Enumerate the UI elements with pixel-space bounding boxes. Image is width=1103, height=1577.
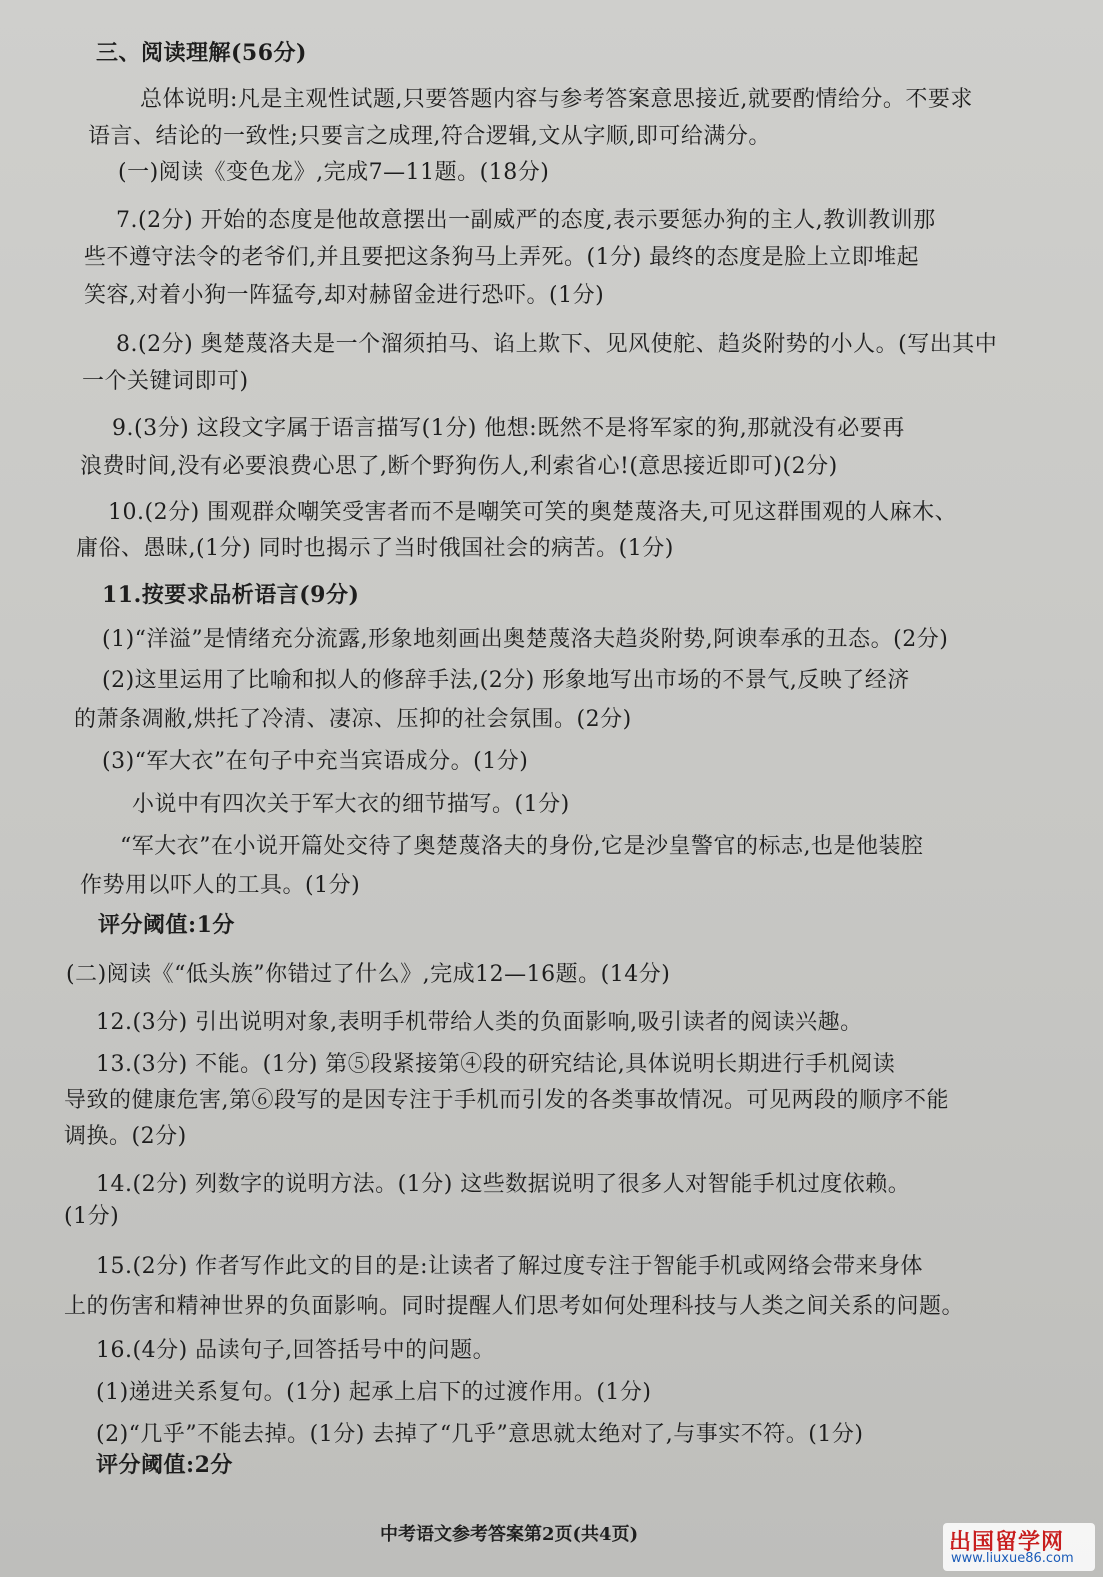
text-line: 14.(2分) 列数字的说明方法。(1分) 这些数据说明了很多人对智能手机过度依赖。 [96,1172,911,1197]
text-line: 7.(2分) 开始的态度是他故意摆出一副威严的态度,表示要惩办狗的主人,教训教训那 [116,208,936,233]
scoring-threshold: 评分阈值:2分 [96,1452,233,1478]
page-footer: 中考语文参考答案第2页(共4页) [380,1524,639,1545]
text-line: “军大衣”在小说开篇处交待了奥楚蔑洛夫的身份,它是沙皇警官的标志,也是他装腔 [120,834,924,859]
watermark-url: www.liuxue86.com [951,1551,1074,1566]
text-line: 些不遵守法令的老爷们,并且要把这条狗马上弄死。(1分) 最终的态度是脸上立即堆起 [84,245,920,270]
text-line: (1分) [64,1204,120,1229]
text-line: 12.(3分) 引出说明对象,表明手机带给人类的负面影响,吸引读者的阅读兴趣。 [96,1010,863,1035]
text-line: 作势用以吓人的工具。(1分) [80,873,361,898]
text-line: 导致的健康危害,第⑥段写的是因专注于手机而引发的各类事故情况。可见两段的顺序不能 [64,1088,949,1113]
text-line: 13.(3分) 不能。(1分) 第⑤段紧接第④段的研究结论,具体说明长期进行手机阅读 [96,1052,896,1077]
site-watermark [943,1523,1095,1571]
text-line: 10.(2分) 围观群众嘲笑受害者而不是嘲笑可笑的奥楚蔑洛夫,可见这群围观的人麻木、 [108,500,958,525]
text-line: 语言、结论的一致性;只要言之成理,符合逻辑,文从字顺,即可给满分。 [88,124,771,149]
text-line: 上的伤害和精神世界的负面影响。同时提醒人们思考如何处理科技与人类之间关系的问题。 [64,1294,965,1319]
text-line: 16.(4分) 品读句子,回答括号中的问题。 [96,1338,496,1363]
text-line: 的萧条凋敝,烘托了冷清、凄凉、压抑的社会氛围。(2分) [74,707,632,732]
text-line: (1)递进关系复句。(1分) 起承上启下的过渡作用。(1分) [96,1380,652,1405]
text-line: (1)“洋溢”是情绪充分流露,形象地刻画出奥楚蔑洛夫趋炎附势,阿谀奉承的丑态。(2分) [102,627,949,652]
text-line: 浪费时间,没有必要浪费心思了,断个野狗伤人,利索省心!(意思接近即可)(2分) [80,454,838,479]
question-heading: 11.按要求品析语言(9分) [102,582,360,608]
text-line: 笑容,对着小狗一阵猛夸,却对赫留金进行恐吓。(1分) [84,283,605,308]
text-line: 9.(3分) 这段文字属于语言描写(1分) 他想:既然不是将军家的狗,那就没有必要再 [112,416,905,441]
text-line: 8.(2分) 奥楚蔑洛夫是一个溜须拍马、谄上欺下、见风使舵、趋炎附势的小人。(写出其中 [116,332,998,357]
text-line: (2)“几乎”不能去掉。(1分) 去掉了“几乎”意思就太绝对了,与事实不符。(1分) [96,1422,864,1447]
subsection-heading: (一)阅读《变色龙》,完成7—11题。(18分) [118,160,550,185]
subsection-heading: (二)阅读《“低头族”你错过了什么》,完成12—16题。(14分) [66,962,671,987]
watermark-name: 出国留学网 [949,1530,1065,1555]
text-line: 庸俗、愚昧,(1分) 同时也揭示了当时俄国社会的病苦。(1分) [76,536,674,561]
section-heading: 三、阅读理解(56分) [96,40,307,66]
text-line: (2)这里运用了比喻和拟人的修辞手法,(2分) 形象地写出市场的不景气,反映了经济 [102,668,910,693]
text-line: 总体说明:凡是主观性试题,只要答题内容与参考答案意思接近,就要酌情给分。不要求 [140,87,973,112]
text-line: 调换。(2分) [64,1124,187,1149]
scoring-threshold: 评分阈值:1分 [98,912,235,938]
text-line: (3)“军大衣”在句子中充当宾语成分。(1分) [102,749,529,774]
text-line: 一个关键词即可) [82,369,249,394]
text-line: 小说中有四次关于军大衣的细节描写。(1分) [132,792,570,817]
text-line: 15.(2分) 作者写作此文的目的是:让读者了解过度专注于智能手机或网络会带来身体 [96,1254,924,1279]
